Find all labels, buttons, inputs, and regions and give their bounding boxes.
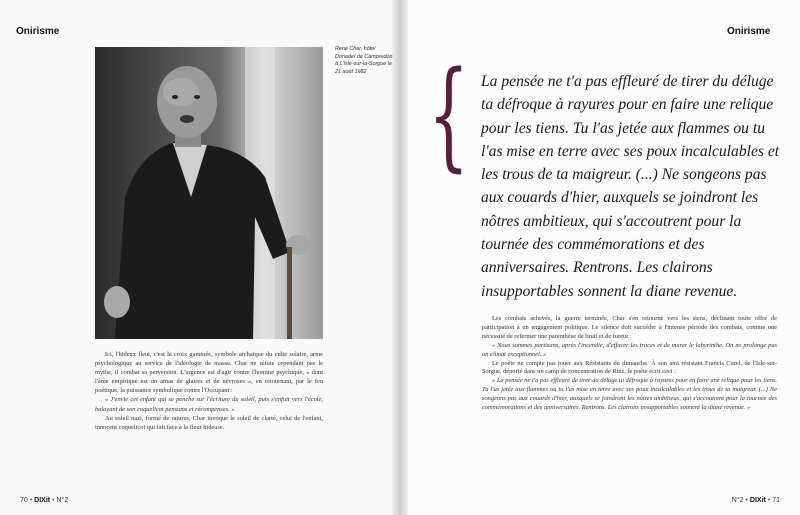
- issue-number: N°2: [731, 497, 744, 504]
- magazine-brand-suffix: it: [761, 497, 766, 504]
- magazine-brand: DIX: [749, 497, 762, 504]
- separator-dot: •: [745, 497, 748, 504]
- folio-right: [732, 497, 780, 504]
- issue-number: N°2: [56, 497, 69, 504]
- folio-left: [20, 497, 68, 504]
- paragraph: Les combats achevés, la guerre terminée, Char s'en retourne vers les siens, déclinant toute offre de participation à un engagement politique. Le silence doit succéder à l'intense période des combats, comme une nécessité de refermer une parenthèse de bruit et de fureur :: [482, 315, 777, 340]
- portrait-photo: [95, 47, 323, 339]
- separator-dot: •: [767, 497, 771, 504]
- separator-dot: •: [52, 497, 55, 504]
- pull-quote: La pensée ne t'a pas effleuré de tirer du déluge ta défroque à rayures pour en faire une relique pour les tiens. Tu l'as jetée aux flammes ou tu l'as mise en terre avec ses poux incalculables et les trous de ta maigreur. (...) Ne songeons pas aux couards d'hier, auxquels se joindront les nôtres ambitieux, qui s'accoutrent pour la tournée des commémorations et des anniversaires. Rentrons. Les clairons insupportables sonnent la diane revenue.: [481, 73, 780, 300]
- book-gutter: [392, 0, 408, 515]
- quote-paragraph: « J'envie cet enfant qui se penche sur l'écriture du soleil, puis s'enfuit vers l'école, balayant de son coquelicot pensums et récompenses. »: [95, 396, 323, 413]
- paragraph: Le poète ne compte pas jouer aux Résistants du dimanche. À son ami résistant Francis Curel, de l'Isle-sur-Sorgue, déporté dans un camp de concentration de Rinz, le poète écrit ceci :: [482, 359, 777, 376]
- page-number: 71: [772, 497, 780, 504]
- page-number: 70: [20, 497, 28, 504]
- photo-caption: René Char, hôtel Donadeï de Campredon à L'Isle-sur-la-Sorgue le 21 août 1982: [335, 46, 393, 75]
- quote-paragraph: « La pensée ne t'a pas effleuré de tirer du déluge ta défroque à rayures pour en faire une relique pour les tiens. Tu l'as jetée aux flammes ou tu l'as mise en terre avec ses poux incalculables et les trous de ta maigreur. (...) Ne songeons pas aux couards d'hier, auxquels se joindront les nôtres ambitieux, qui s'accoutrent pour la tournée des commémorations et des anniversaires. Rentrons. Les clairons insupportables sonnent la diane revenue. »: [482, 377, 777, 412]
- section-heading-left: Onirisme: [16, 26, 60, 37]
- paragraph: Ici, l'hideux fleut, c'est la croix gammée, symbole archaïque du culte solaire, arme psychologique au service de l'idéologie de masse. Char ne réfute cependant pas le mythe, il combat sa perversion. L'urgence est d'agir contre l'homme psychique, « dont l'âme empirique est un amas de glaires et de névroses », en retournant, par le feu poétique, la puissance symbolique contre l'Occupant :: [95, 351, 323, 395]
- paragraph: Au soleil nazi, formé de ratures, Char invoque le soleil de clarté, celui de l'enfant, innocent coquelicot qui fait face à la fleur hideuse.: [95, 414, 323, 431]
- separator-dot: •: [29, 497, 33, 504]
- portrait-illustration: [95, 47, 323, 339]
- section-heading-right: Onirisme: [727, 26, 771, 37]
- body-text-left: [95, 350, 323, 432]
- curly-brace-ornament: {: [428, 45, 470, 183]
- magazine-brand-suffix: it: [45, 497, 51, 504]
- body-text-right: [482, 315, 777, 413]
- magazine-brand: DIX: [34, 497, 46, 504]
- quote-paragraph: « Nous sommes partisans, après l'incendie, d'effacer les traces et de murer le labyrinthe. On ne prolonge pas un climat exceptionnel. »: [482, 341, 777, 358]
